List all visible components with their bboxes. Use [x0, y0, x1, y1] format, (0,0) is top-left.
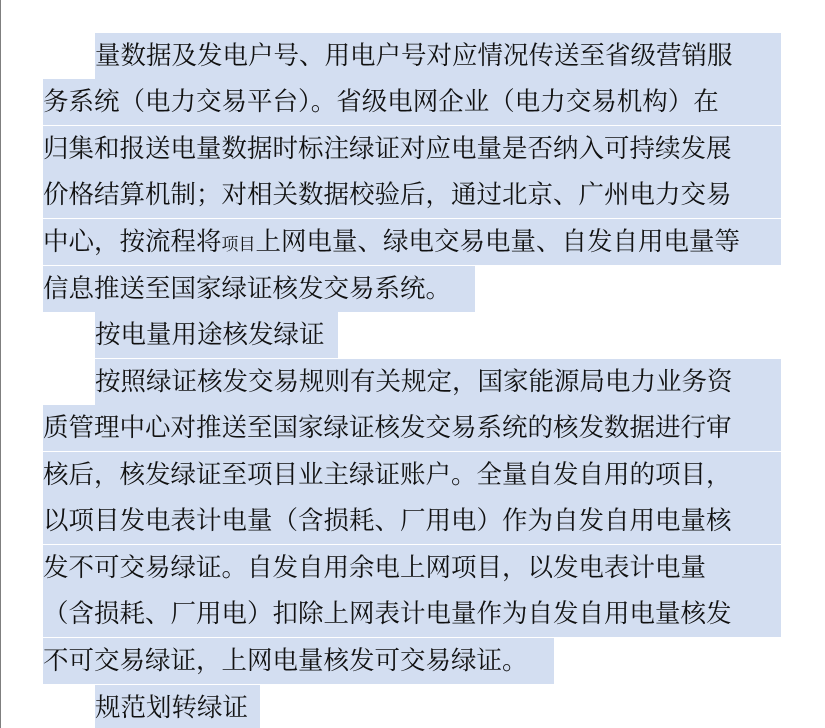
line-5-text-c: 上网电量、绿电交易电量、自发自用电量等: [255, 227, 741, 257]
paragraph-2-line-7[interactable]: 不可交易绿证，上网电量核发可交易绿证。: [43, 638, 554, 684]
page-left-border: [0, 0, 1, 728]
paragraph-1-line-2[interactable]: 务系统（电力交易平台）。省级电网企业（电力交易机构）在: [43, 79, 781, 125]
paragraph-2-line-4[interactable]: 以项目发电表计电量（含损耗、厂用电）作为自发自用电量核: [43, 498, 781, 544]
line-5-small-text: 项目: [221, 235, 256, 255]
paragraph-2-line-2[interactable]: 质管理中心对推送至国家绿证核发交易系统的核发数据进行审: [43, 405, 781, 451]
paragraph-1-line-6[interactable]: 信息推送至国家绿证核发交易系统。: [43, 266, 475, 312]
paragraph-1-line-5[interactable]: [43, 219, 781, 265]
paragraph-2-line-6[interactable]: （含损耗、厂用电）扣除上网表计电量作为自发自用电量核发: [43, 591, 781, 637]
paragraph-1-line-1[interactable]: 量数据及发电户号、用电户号对应情况传送至省级营销服: [95, 33, 781, 79]
line-5-text-a: 中心，按流程将: [43, 227, 222, 257]
section-heading-issue-by-usage[interactable]: 按电量用途核发绿证: [95, 312, 338, 358]
section-heading-transfer[interactable]: 规范划转绿证: [95, 685, 260, 728]
paragraph-2-line-1[interactable]: 按照绿证核发交易规则有关规定，国家能源局电力业务资: [95, 359, 781, 405]
paragraph-2-line-5[interactable]: 发不可交易绿证。自发自用余电上网项目，以发电表计电量: [43, 545, 781, 591]
paragraph-2-line-3[interactable]: 核后，核发绿证至项目业主绿证账户。全量自发自用的项目，: [43, 452, 781, 498]
paragraph-1-line-4[interactable]: 价格结算机制；对相关数据校验后，通过北京、广州电力交易: [43, 172, 781, 218]
paragraph-1-line-3[interactable]: 归集和报送电量数据时标注绿证对应电量是否纳入可持续发展: [43, 126, 781, 172]
